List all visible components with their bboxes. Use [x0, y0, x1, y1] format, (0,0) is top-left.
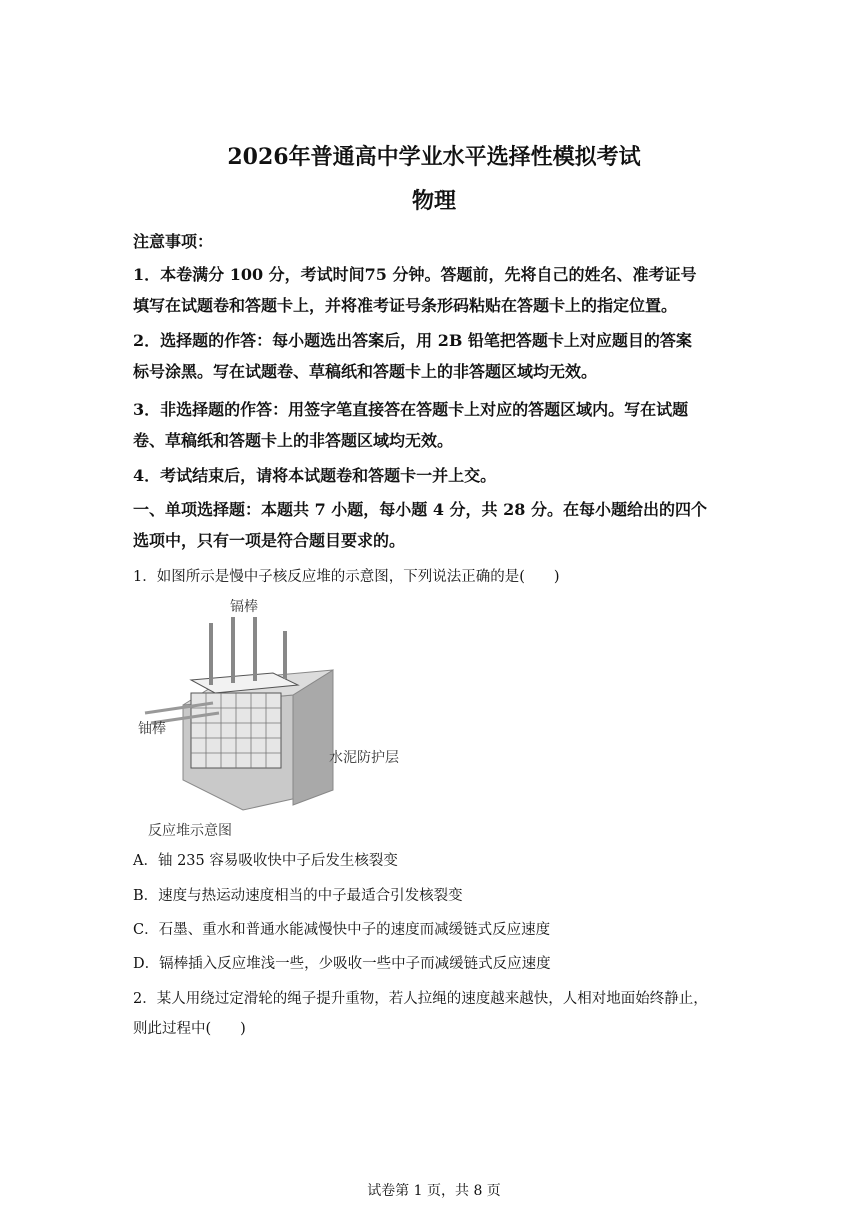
reactor-diagram — [133, 595, 423, 845]
section-heading — [133, 494, 738, 556]
label-fuel-rod: 铀棒 — [138, 721, 166, 737]
notice-item-2 — [133, 325, 738, 387]
notice-item-2-line1: 2．选择题的作答：每小题选出答案后，用 2B 铅笔把答题卡上对应题目的答案 — [133, 331, 692, 350]
notice-heading: 注意事项： — [133, 232, 214, 251]
question-2-line1: 2．某人用绕过定滑轮的绳子提升重物，若人拉绳的速度越来越快，人相对地面始终静止， — [133, 991, 708, 1007]
notice-item-4 — [133, 460, 738, 491]
page-footer: 试卷第 1 页，共 8 页 — [367, 1183, 501, 1199]
section-heading-line2: 选项中，只有一项是符合题目要求的。 — [133, 531, 406, 550]
q1-option-a: A．铀 235 容易吸收快中子后发生核裂变 — [133, 853, 398, 869]
notice-item-2-line2: 标号涂黑。写在试题卷、草稿纸和答题卡上的非答题区域均无效。 — [133, 362, 598, 381]
notice-item-3-line2: 卷、草稿纸和答题卡上的非答题区域均无效。 — [133, 431, 454, 450]
section-heading-line1: 一、单项选择题：本题共 7 小题，每小题 4 分，共 28 分。在每小题给出的四个 — [133, 500, 707, 519]
question-1-stem: 1．如图所示是慢中子核反应堆的示意图，下列说法正确的是( ) — [133, 569, 560, 585]
subject-title: 物理 — [411, 188, 456, 214]
q1-option-c: C．石墨、重水和普通水能减慢快中子的速度而减缓链式反应速度 — [133, 922, 551, 938]
notice-item-1-line1: 1．本卷满分 100 分，考试时间75 分钟。答题前，先将自己的姓名、准考证号 — [133, 265, 697, 284]
notice-item-4-line1: 4．考试结束后，请将本试题卷和答题卡一并上交。 — [133, 466, 497, 485]
exam-title: 2026年普通高中学业水平选择性模拟考试 — [227, 144, 641, 170]
question-2-line2: 则此过程中( ) — [133, 1021, 246, 1037]
figure-caption: 反应堆示意图 — [148, 823, 232, 839]
q1-option-b: B．速度与热运动速度相当的中子最适合引发核裂变 — [133, 888, 463, 904]
label-control-rod: 镉棒 — [230, 599, 258, 615]
notice-item-3 — [133, 394, 738, 456]
q1-option-d: D．镉棒插入反应堆浅一些，少吸收一些中子而减缓链式反应速度 — [133, 956, 551, 972]
notice-item-1 — [133, 259, 738, 321]
notice-item-1-line2: 填写在试题卷和答题卡上，并将准考证号条形码粘贴在答题卡上的指定位置。 — [133, 296, 678, 315]
question-2-stem — [133, 984, 738, 1044]
label-concrete-shield: 水泥防护层 — [329, 750, 399, 766]
notice-item-3-line1: 3．非选择题的作答：用签字笔直接答在答题卡上对应的答题区域内。写在试题 — [133, 400, 689, 419]
